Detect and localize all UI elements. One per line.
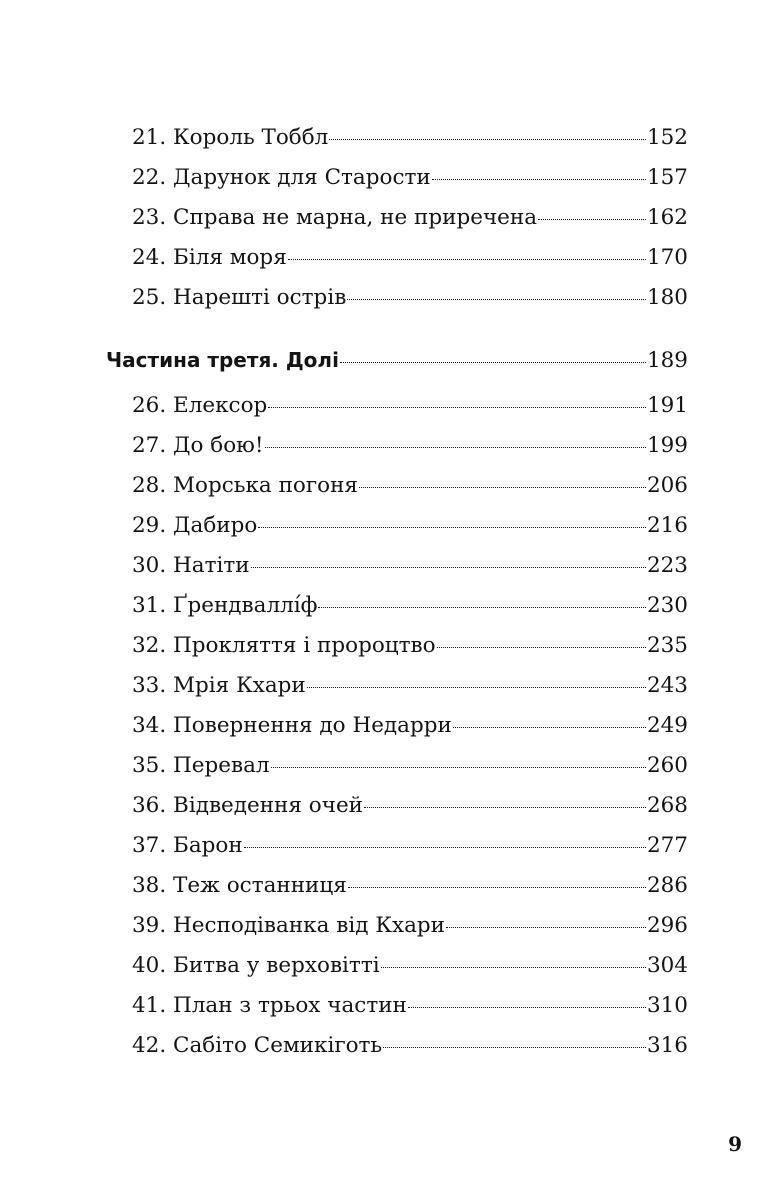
dot-leader	[271, 767, 646, 768]
dot-leader	[538, 219, 646, 220]
toc-entry	[132, 426, 688, 466]
dot-leader	[432, 179, 646, 180]
toc-entry	[132, 158, 688, 198]
toc-entry	[132, 546, 688, 586]
dot-leader	[307, 687, 646, 688]
toc-entry	[132, 386, 688, 426]
toc-entry	[132, 278, 688, 318]
toc-entry-page: 152	[646, 125, 688, 150]
toc-entry	[132, 666, 688, 706]
toc-entry	[132, 626, 688, 666]
toc-entry-page: 243	[646, 673, 688, 698]
dot-leader	[408, 1007, 646, 1008]
dot-leader	[288, 259, 646, 260]
toc-entry-title: 40. Битва у верховітті	[132, 953, 380, 978]
toc-entry-page: 180	[646, 285, 688, 310]
toc-entry-page: 316	[646, 1033, 688, 1058]
toc-entry-title: 26. Елексор	[132, 393, 268, 418]
toc-entry-page: 296	[646, 913, 688, 938]
toc-entry-page: 199	[646, 433, 688, 458]
toc-entry-page: 230	[646, 593, 688, 618]
toc-entry-title: 24. Біля моря	[132, 245, 287, 270]
toc-entry	[132, 746, 688, 786]
toc-entry-title: 41. План з трьох частин	[132, 993, 407, 1018]
dot-leader	[329, 139, 646, 140]
toc-entry-title: 28. Морська погоня	[132, 473, 358, 498]
dot-leader	[381, 967, 646, 968]
toc-entry-title: 38. Теж останниця	[132, 873, 347, 898]
toc-entry	[132, 238, 688, 278]
toc-entry-page: 304	[646, 953, 688, 978]
toc-entry-title: 36. Відведення очей	[132, 793, 363, 818]
toc-entry-page: 286	[646, 873, 688, 898]
toc-entry-title: 37. Барон	[132, 833, 243, 858]
toc-entry-page: 216	[646, 513, 688, 538]
dot-leader	[453, 727, 646, 728]
dot-leader	[383, 1047, 646, 1048]
dot-leader	[340, 362, 646, 363]
toc-entry	[132, 986, 688, 1026]
toc-entry-page: 191	[646, 393, 688, 418]
toc-entry	[132, 866, 688, 906]
toc-entry	[132, 198, 688, 238]
toc-entry	[132, 826, 688, 866]
toc-entry-page: 170	[646, 245, 688, 270]
table-of-contents	[106, 118, 688, 1066]
toc-entry-page: 223	[646, 553, 688, 578]
dot-leader	[364, 807, 646, 808]
toc-entry-title: 34. Повернення до Недарри	[132, 713, 452, 738]
dot-leader	[348, 887, 646, 888]
dot-leader	[359, 487, 646, 488]
toc-entry	[132, 946, 688, 986]
toc-entry-title: 32. Прокляття і пророцтво	[132, 633, 436, 658]
dot-leader	[437, 647, 646, 648]
toc-entry-title: 21. Король Тоббл	[132, 125, 329, 150]
toc-entry-title: 27. До бою!	[132, 433, 264, 458]
toc-entry	[132, 906, 688, 946]
dot-leader	[265, 447, 646, 448]
toc-entry	[132, 706, 688, 746]
dot-leader	[347, 299, 646, 300]
dot-leader	[251, 567, 646, 568]
toc-entry	[132, 1026, 688, 1066]
toc-entry-page: 206	[646, 473, 688, 498]
toc-entry-page: 310	[646, 993, 688, 1018]
toc-entry-title: 23. Справа не марна, не приречена	[132, 205, 538, 230]
toc-entry-title: 30. Натіти	[132, 553, 250, 578]
toc-entry-title: 42. Сабіто Семикіготь	[132, 1033, 383, 1058]
page-number: 9	[728, 1132, 742, 1156]
toc-entry-title: 35. Перевал	[132, 753, 270, 778]
toc-entry	[132, 118, 688, 158]
dot-leader	[244, 847, 646, 848]
toc-entry-title: 31. Ґрендваллі́ф	[132, 593, 318, 618]
part-title: Частина третя. Долі	[106, 348, 339, 372]
toc-entry-title: 33. Мрія Кхари	[132, 673, 306, 698]
dot-leader	[258, 527, 646, 528]
toc-entry-page: 249	[646, 713, 688, 738]
toc-entry-page: 235	[646, 633, 688, 658]
toc-entry-page: 260	[646, 753, 688, 778]
toc-entry-title: 22. Дарунок для Старости	[132, 165, 431, 190]
dot-leader	[446, 927, 646, 928]
toc-part-heading	[106, 340, 688, 380]
part-page: 189	[646, 348, 688, 373]
toc-entry	[132, 506, 688, 546]
toc-entry	[132, 466, 688, 506]
toc-entry-title: 39. Несподіванка від Кхари	[132, 913, 445, 938]
toc-entry-title: 29. Дабиро	[132, 513, 258, 538]
toc-entry	[132, 586, 688, 626]
toc-entry-page: 268	[646, 793, 688, 818]
toc-entry-page: 157	[646, 165, 688, 190]
toc-entry	[132, 786, 688, 826]
toc-entry-title: 25. Нарешті острів	[132, 285, 347, 310]
dot-leader	[268, 407, 646, 408]
toc-entry-page: 162	[646, 205, 688, 230]
dot-leader	[318, 607, 645, 608]
toc-entry-page: 277	[646, 833, 688, 858]
